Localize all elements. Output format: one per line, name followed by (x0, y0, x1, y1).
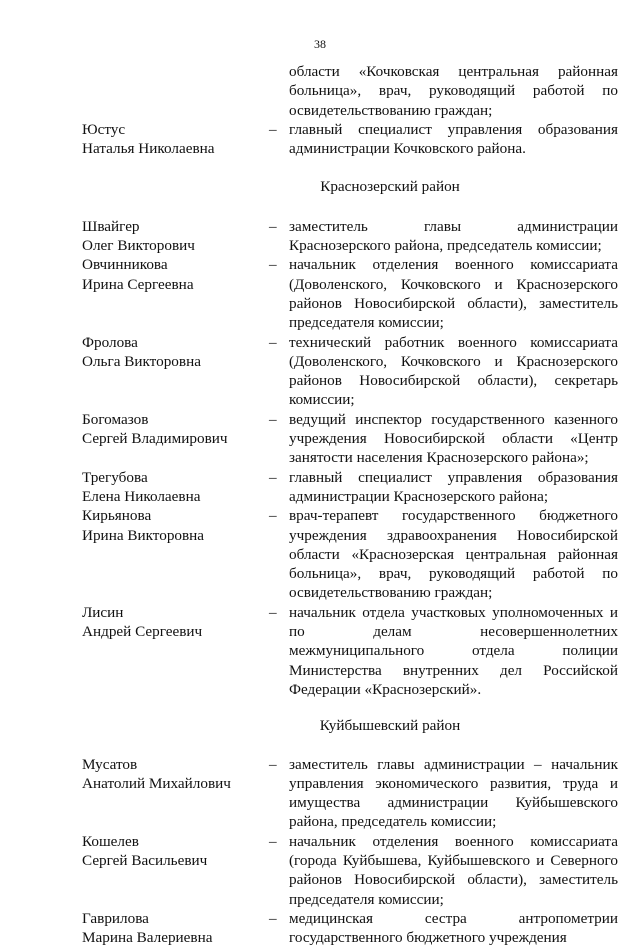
given-name: Ольга Викторовна (82, 352, 201, 370)
person-name (82, 506, 269, 602)
entry-description: начальник отделения военного комиссариата (города Куйбышева, Куйбышевского и Северного районов Новосибирской области), заместитель председателя комиссии; (289, 832, 618, 908)
person-name (82, 217, 269, 256)
given-name: Олег Викторович (82, 237, 195, 255)
surname: Мусатов (82, 755, 138, 773)
dash: – (269, 410, 277, 428)
given-name: Ирина Викторовна (82, 526, 205, 544)
dash: – (269, 217, 277, 235)
surname: Богомазов (82, 410, 149, 428)
list-item (82, 468, 618, 507)
document-body (82, 62, 618, 947)
person-name (82, 333, 269, 410)
list-item (82, 217, 618, 256)
list-item (82, 832, 618, 909)
surname: Кирьянова (82, 507, 152, 525)
dash: – (269, 507, 277, 525)
entry-description: ведущий инспектор государственного казенного учреждения Новосибирской области «Центр занятости населения Краснозерского района»; (289, 410, 618, 467)
entry-description: технический работник военного комиссариата (Доволенского, Кочковского и Краснозерского районов Новосибирской области), секретарь комиссии; (289, 333, 618, 409)
given-name: Марина Валериевна (82, 929, 213, 947)
person-name (82, 120, 269, 159)
entry-description: главный специалист управления образования администрации Кочковского района. (289, 120, 618, 158)
person-name (82, 468, 269, 507)
list-item-continuation (82, 62, 618, 120)
surname: Гаврилова (82, 909, 149, 927)
given-name: Анатолий Михайлович (82, 774, 231, 792)
person-name (82, 755, 269, 832)
surname: Лисин (82, 603, 124, 621)
list-item (82, 755, 618, 832)
page-number: 38 (314, 37, 326, 51)
dash: – (269, 120, 277, 138)
person-name (82, 255, 269, 332)
list-item (82, 410, 618, 468)
list-item (82, 333, 618, 410)
dash: – (269, 468, 277, 486)
surname: Трегубова (82, 468, 148, 486)
entry-description: медицинская сестра антропометрии государственного бюджетного учреждения (289, 909, 618, 947)
given-name: Наталья Николаевна (82, 140, 215, 158)
list-item (82, 120, 618, 159)
person-name (82, 909, 269, 947)
surname: Овчинникова (82, 256, 168, 274)
person-name (82, 832, 269, 909)
dash: – (269, 909, 277, 927)
given-name: Андрей Сергеевич (82, 623, 203, 641)
list-item (82, 255, 618, 332)
dash: – (269, 333, 277, 351)
surname: Юстус (82, 120, 126, 138)
section-heading-krasnozersky: Краснозерский район (320, 178, 460, 196)
person-name (82, 603, 269, 699)
dash: – (269, 755, 277, 773)
entry-description: врач-терапевт государственного бюджетного учреждения здравоохранения Новосибирской области «Краснозерская центральная районная больница», врач, руководящий работой по освидетельствованию граждан; (289, 507, 618, 602)
given-name: Елена Николаевна (82, 487, 201, 505)
given-name: Сергей Владимирович (82, 430, 228, 448)
surname: Швайгер (82, 217, 140, 235)
entry-description: заместитель главы администрации Краснозерского района, председатель комиссии; (289, 217, 618, 255)
dash: – (269, 603, 277, 621)
entry-description: заместитель главы администрации – начальник управления экономического развития, труда и имущества администрации Куйбышевского района, председатель комиссии; (289, 755, 618, 831)
entry-description: области «Кочковская центральная районная больница», врач, руководящий работой по освидетельствованию граждан; (289, 63, 618, 119)
entry-description: начальник отдела участковых уполномоченных и по делам несовершеннолетних межмуниципального отдела полиции Министерства внутренних дел Российской Федерации «Краснозерский». (289, 603, 618, 698)
entry-description: главный специалист управления образования администрации Краснозерского района; (289, 468, 618, 505)
list-item (82, 603, 618, 699)
given-name: Сергей Васильевич (82, 851, 208, 869)
given-name: Ирина Сергеевна (82, 275, 194, 293)
surname: Фролова (82, 333, 138, 351)
entry-description: начальник отделения военного комиссариата (Доволенского, Кочковского и Краснозерского районов Новосибирской области), заместитель председателя комиссии; (289, 256, 618, 332)
list-item (82, 909, 618, 947)
person-name (82, 410, 269, 468)
dash: – (269, 256, 277, 274)
list-item (82, 506, 618, 602)
section-heading-kuibyshevsky: Куйбышевский район (319, 717, 461, 735)
surname: Кошелев (82, 832, 139, 850)
dash: – (269, 832, 277, 850)
